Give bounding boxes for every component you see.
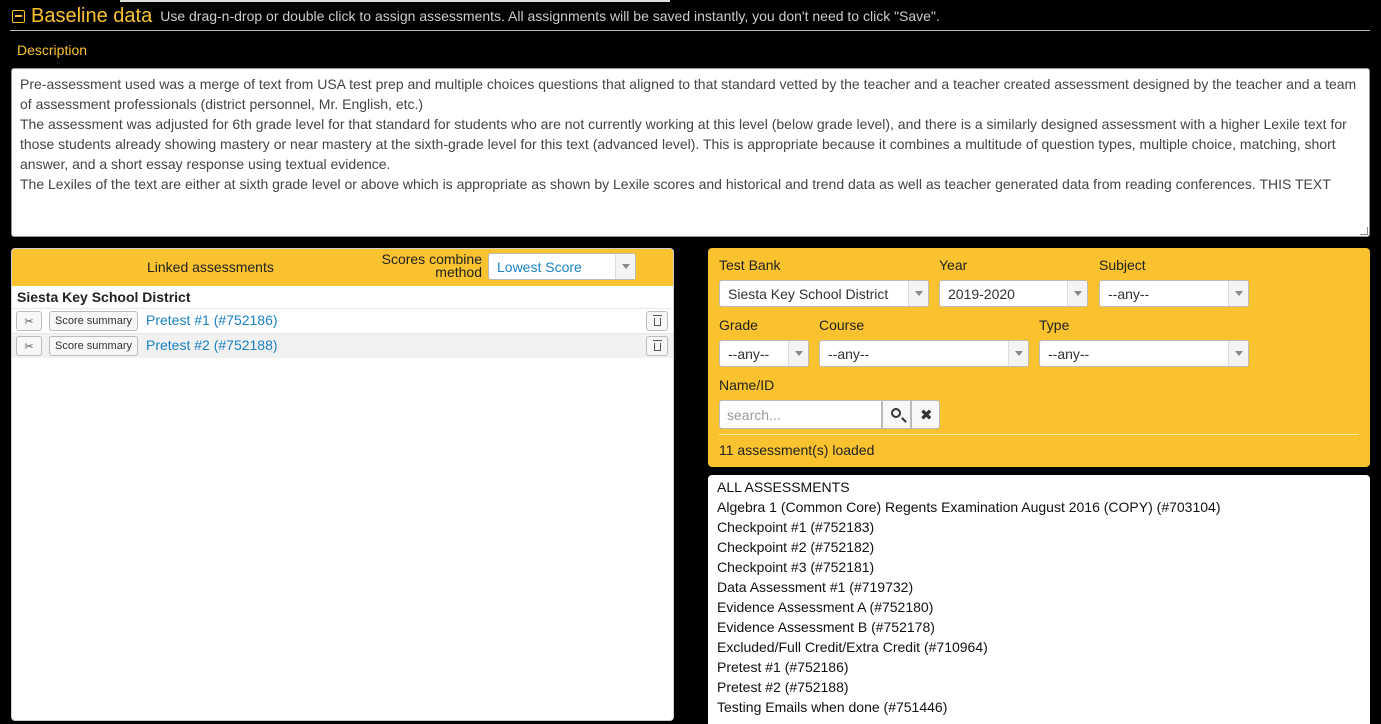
scores-combine-label-line2: method: [435, 264, 482, 280]
course-select[interactable]: [819, 340, 1029, 367]
assessment-link[interactable]: Pretest #1 (#752186): [146, 312, 278, 328]
district-heading: Siesta Key School District: [17, 289, 191, 305]
subject-select[interactable]: [1099, 280, 1249, 307]
unlink-button[interactable]: [16, 311, 42, 331]
subject-value: --any--: [1108, 286, 1150, 302]
list-item[interactable]: Checkpoint #3 (#752181): [717, 559, 875, 575]
search-button[interactable]: [882, 400, 911, 429]
description-textarea[interactable]: Pre-assessment used was a merge of text from USA test prep and multiple choices questions that aligned to that standard vetted by the teacher and a teacher created assessment designed by the teacher and a team of assessment professionals (district personnel, Mr. English, etc.) The assessment was adjusted for 6th grade level for that standard for students who are not currently working at this level (below grade level), and there is a similarly designed assessment with a higher Lexile text for those students already showing mastery or near mastery at the sixth-grade level for this text (advanced level). This is appropriate because it combines a multitude of question types, multiple choice, matching, short answer, and a short essay response using textual evidence. The Lexiles of the text are either at sixth grade level or above which is appropriate as shown by Lexile scores and historical and trend data as well as teacher generated data from reading conferences. THIS TEXT: [11, 68, 1370, 237]
list-item[interactable]: Pretest #1 (#752186): [717, 659, 849, 675]
description-label: Description: [17, 42, 88, 58]
grade-label: Grade: [719, 317, 758, 333]
collapse-icon[interactable]: [12, 10, 25, 23]
close-icon: ✖: [920, 407, 933, 424]
scores-combine-value: Lowest Score: [497, 259, 582, 275]
scissors-icon: ✂: [24, 315, 34, 328]
resize-handle[interactable]: [1360, 227, 1368, 235]
clear-search-button[interactable]: [911, 400, 940, 429]
loaded-count: 11 assessment(s) loaded: [719, 442, 875, 458]
chevron-down-icon: [1067, 281, 1087, 306]
filter-divider: [719, 434, 1359, 435]
course-value: --any--: [828, 346, 870, 362]
score-summary-button[interactable]: Score summary: [49, 336, 138, 356]
section-title[interactable]: Baseline data: [31, 5, 153, 27]
score-summary-button[interactable]: Score summary: [49, 311, 138, 331]
type-label: Type: [1039, 317, 1070, 333]
grade-value: --any--: [728, 346, 770, 362]
linked-assessments-header: [12, 249, 673, 286]
linked-assessments-title: Linked assessments: [147, 259, 274, 275]
chevron-down-icon: [788, 341, 808, 366]
list-item[interactable]: Checkpoint #2 (#752182): [717, 539, 875, 555]
scores-combine-label-line1: Scores combine: [381, 251, 482, 267]
subject-label: Subject: [1099, 257, 1146, 273]
name-id-label: Name/ID: [719, 377, 775, 393]
list-item[interactable]: Testing Emails when done (#751446): [717, 699, 948, 715]
search-input[interactable]: search...: [719, 400, 882, 429]
list-item[interactable]: Evidence Assessment B (#752178): [717, 619, 935, 635]
chevron-down-icon: [1008, 341, 1028, 366]
test-bank-select[interactable]: [719, 280, 929, 307]
chevron-down-icon: [1228, 341, 1248, 366]
linked-row[interactable]: [12, 333, 673, 358]
list-item[interactable]: Evidence Assessment A (#752180): [717, 599, 934, 615]
year-label: Year: [939, 257, 968, 273]
list-item[interactable]: Pretest #2 (#752188): [717, 679, 849, 695]
section-header: [10, 2, 1370, 31]
test-bank-label: Test Bank: [719, 257, 781, 273]
course-label: Course: [819, 317, 865, 333]
list-item[interactable]: ALL ASSESSMENTS: [717, 479, 850, 495]
test-bank-value: Siesta Key School District: [728, 286, 889, 302]
assessment-link[interactable]: Pretest #2 (#752188): [146, 337, 278, 353]
list-item[interactable]: Data Assessment #1 (#719732): [717, 579, 914, 595]
chevron-down-icon: [615, 254, 635, 279]
scores-combine-label: [372, 253, 482, 279]
year-select[interactable]: [939, 280, 1088, 307]
assessment-list: [708, 475, 1370, 724]
type-value: --any--: [1048, 346, 1090, 362]
grade-select[interactable]: [719, 340, 809, 367]
list-item[interactable]: Checkpoint #1 (#752183): [717, 519, 875, 535]
trash-icon: [654, 343, 661, 351]
unlink-button[interactable]: [16, 336, 42, 356]
year-value: 2019-2020: [948, 286, 1015, 302]
type-select[interactable]: [1039, 340, 1249, 367]
linked-assessments-panel: [11, 248, 674, 721]
trash-icon: [654, 318, 661, 326]
delete-button[interactable]: [646, 336, 668, 356]
chevron-down-icon: [1228, 281, 1248, 306]
section-hint: Use drag-n-drop or double click to assign assessments. All assignments will be saved instantly, you don't need to click "Save".: [160, 8, 940, 24]
list-item[interactable]: Algebra 1 (Common Core) Regents Examination August 2016 (COPY) (#703104): [717, 499, 1221, 515]
scores-combine-select[interactable]: [488, 253, 636, 280]
linked-row[interactable]: [12, 308, 673, 333]
scissors-icon: ✂: [24, 340, 34, 353]
delete-button[interactable]: [646, 311, 668, 331]
list-item[interactable]: Excluded/Full Credit/Extra Credit (#710964): [717, 639, 988, 655]
filter-panel: [708, 248, 1370, 467]
search-icon: [891, 408, 901, 418]
chevron-down-icon: [908, 281, 928, 306]
